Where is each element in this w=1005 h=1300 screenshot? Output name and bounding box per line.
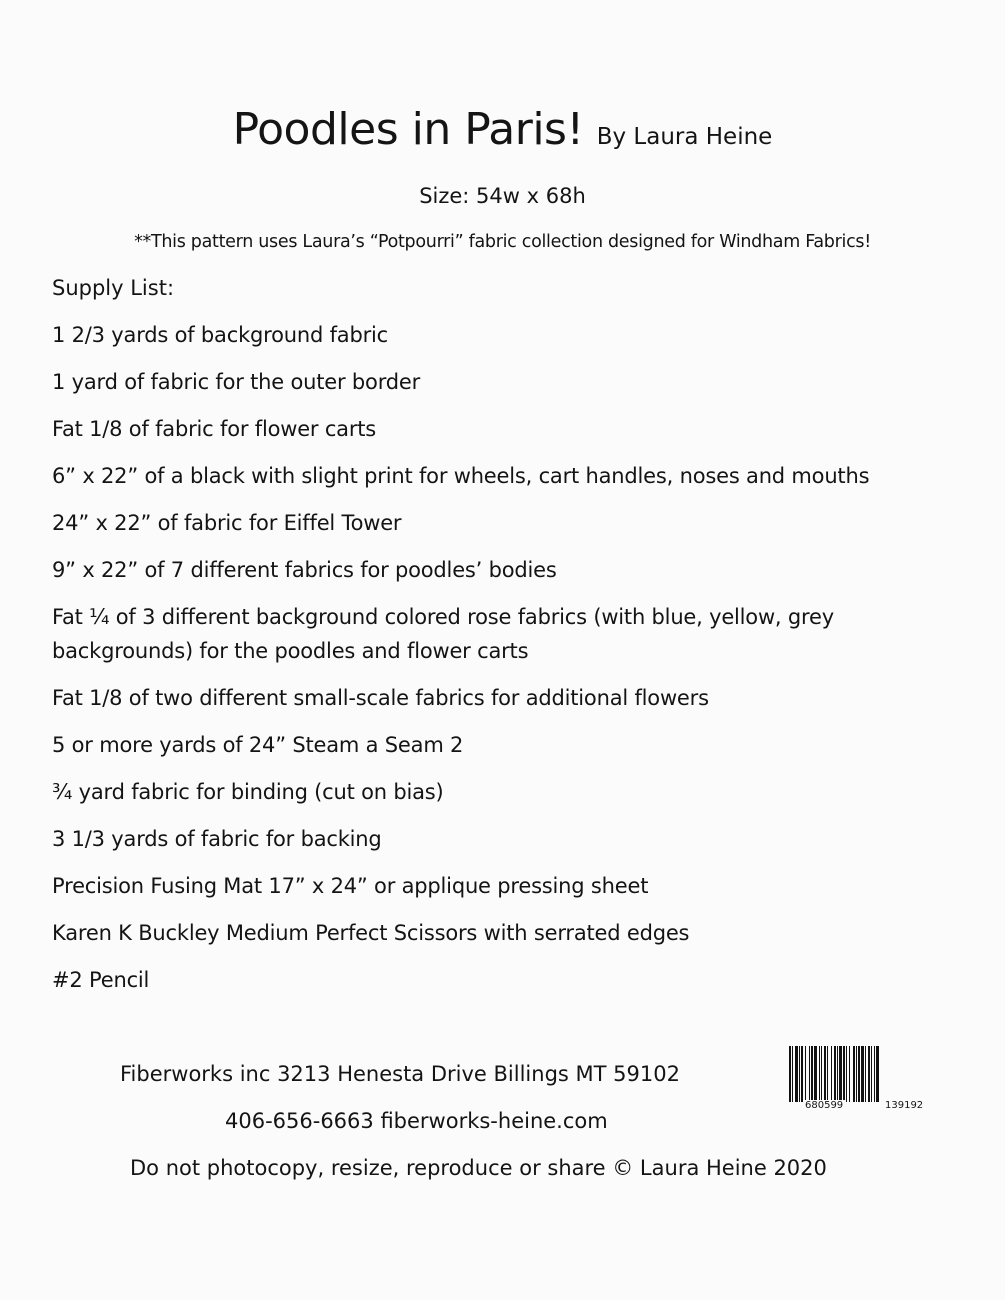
barcode [789, 1046, 953, 1112]
copyright-notice: Do not photocopy, resize, reproduce or share © Laura Heine 2020 [130, 1156, 827, 1180]
supply-item: Karen K Buckley Medium Perfect Scissors with serrated edges [52, 921, 690, 945]
supply-item: ¾ yard fabric for binding (cut on bias) [52, 780, 444, 804]
pattern-title: Poodles in Paris! [232, 104, 584, 155]
quilt-size: Size: 54w x 68h [419, 184, 586, 208]
supply-item: Precision Fusing Mat 17” x 24” or applique pressing sheet [52, 874, 649, 898]
supply-item: 1 2/3 yards of background fabric [52, 323, 389, 347]
barcode-digits-right: 139192 [885, 1100, 924, 1111]
supply-list [52, 318, 952, 1010]
supply-item: Fat 1/8 of fabric for flower carts [52, 417, 377, 441]
barcode-bar [879, 1046, 881, 1102]
supply-item: 24” x 22” of fabric for Eiffel Tower [52, 511, 402, 535]
supply-item: #2 Pencil [52, 968, 150, 992]
author-byline: By Laura Heine [596, 124, 773, 150]
barcode-digits-left: 680599 [805, 1100, 844, 1111]
title-row [0, 104, 1005, 155]
supply-item: 9” x 22” of 7 different fabrics for poodles’ bodies [52, 558, 557, 582]
supply-item: 3 1/3 yards of fabric for backing [52, 827, 382, 851]
fabric-collection-note: **This pattern uses Laura’s “Potpourri” fabric collection designed for Windham Fabrics! [134, 232, 871, 252]
company-contact: 406-656-6663 fiberworks-heine.com [225, 1109, 608, 1133]
supply-item: 1 yard of fabric for the outer border [52, 370, 421, 394]
barcode-bars [789, 1046, 953, 1102]
supply-item: 6” x 22” of a black with slight print for wheels, cart handles, noses and mouths [52, 464, 870, 488]
supply-item: 5 or more yards of 24” Steam a Seam 2 [52, 733, 464, 757]
supply-item: Fat 1/8 of two different small-scale fabrics for additional flowers [52, 686, 709, 710]
supply-item: Fat ¼ of 3 different background colored rose fabrics (with blue, yellow, grey backgrounds) for the poodles and flower carts [52, 605, 834, 663]
company-address: Fiberworks inc 3213 Henesta Drive Billings MT 59102 [120, 1062, 680, 1086]
supply-list-heading: Supply List: [52, 276, 175, 300]
